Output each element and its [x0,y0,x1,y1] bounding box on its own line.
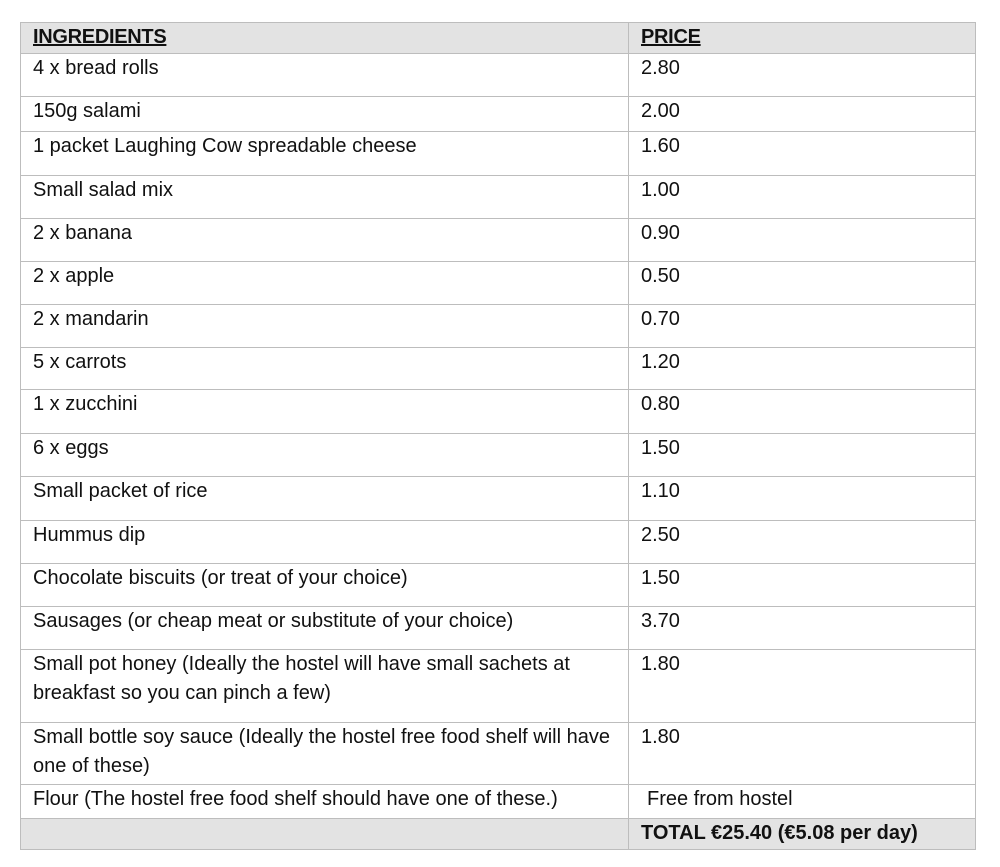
ingredient-cell: 4 x bread rolls [21,54,629,97]
ingredient-cell: 1 x zucchini [21,390,629,434]
price-cell: 1.50 [629,564,976,607]
table-row [21,132,976,176]
ingredient-cell: 5 x carrots [21,348,629,390]
ingredient-cell: 150g salami [21,97,629,132]
ingredient-cell: Small salad mix [21,176,629,219]
price-text: Free from hostel [647,788,793,810]
price-cell: 0.50 [629,262,976,305]
ingredient-cell: Chocolate biscuits (or treat of your choice) [21,564,629,607]
price-cell: 1.60 [629,132,976,176]
price-cell: 0.90 [629,219,976,262]
ingredient-cell: Small packet of rice [21,477,629,521]
price-cell: 1.80 [629,650,976,723]
price-cell: 1.50 [629,434,976,477]
table-row [21,650,976,723]
ingredients-header: INGREDIENTS [21,23,629,54]
table-row [21,607,976,650]
price-cell: 0.70 [629,305,976,348]
total-row [21,819,976,850]
ingredients-price-table [20,22,976,850]
price-cell: 2.80 [629,54,976,97]
price-cell: 1.00 [629,176,976,219]
ingredient-cell: 2 x mandarin [21,305,629,348]
total-price-cell: TOTAL €25.40 (€5.08 per day) [629,819,976,850]
ingredient-cell: Flour (The hostel free food shelf should have one of these.) [21,785,629,819]
total-label-cell [21,819,629,850]
ingredient-cell: Small bottle soy sauce (Ideally the hostel free food shelf will have one of these) [21,723,629,785]
price-cell: 3.70 [629,607,976,650]
ingredient-cell: Small pot honey (Ideally the hostel will have small sachets at breakfast so you can pinch a few) [21,650,629,723]
table-row [21,219,976,262]
price-cell: 2.50 [629,521,976,564]
ingredient-cell: Sausages (or cheap meat or substitute of your choice) [21,607,629,650]
price-cell: 0.80 [629,390,976,434]
price-cell [629,785,976,819]
ingredient-cell: 6 x eggs [21,434,629,477]
table-row [21,785,976,819]
price-cell: 1.20 [629,348,976,390]
ingredient-cell: 1 packet Laughing Cow spreadable cheese [21,132,629,176]
table-row [21,305,976,348]
table-row [21,97,976,132]
table-row [21,564,976,607]
price-cell: 1.10 [629,477,976,521]
price-cell: 2.00 [629,97,976,132]
table-row [21,521,976,564]
table-row [21,262,976,305]
ingredient-cell: Hummus dip [21,521,629,564]
table-row [21,176,976,219]
table-header-row [21,23,976,54]
table-row [21,477,976,521]
ingredient-cell: 2 x apple [21,262,629,305]
table-row [21,434,976,477]
price-cell: 1.80 [629,723,976,785]
table-row [21,723,976,785]
table-row [21,348,976,390]
ingredient-cell: 2 x banana [21,219,629,262]
table-row [21,390,976,434]
price-header: PRICE [629,23,976,54]
table-row [21,54,976,97]
